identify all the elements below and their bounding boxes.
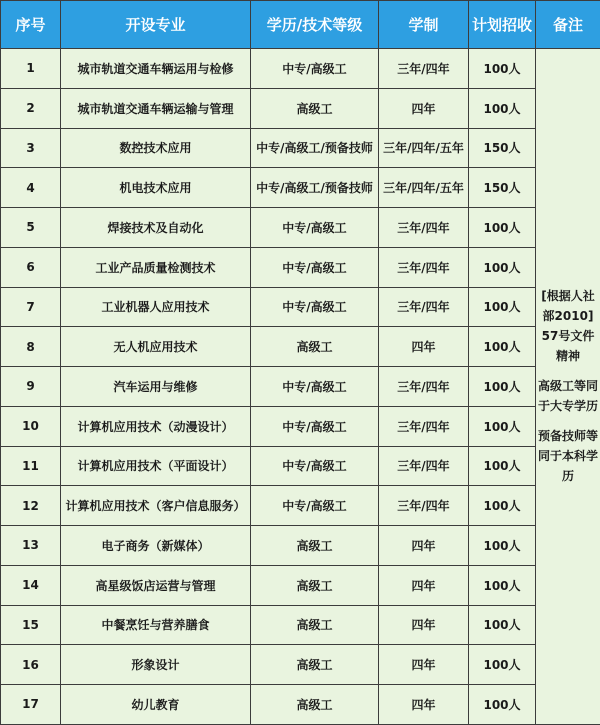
cell-level: 高级工: [251, 565, 379, 605]
cell-level: 中专/高级工: [251, 446, 379, 486]
cell-index: 10: [1, 406, 61, 446]
cell-quota: 100人: [469, 287, 536, 327]
cell-major: 机电技术应用: [61, 168, 251, 208]
cell-quota: 100人: [469, 208, 536, 248]
cell-duration: 四年: [379, 645, 469, 685]
cell-index: 9: [1, 367, 61, 407]
cell-major: 焊接技术及自动化: [61, 208, 251, 248]
table-row: [1, 685, 600, 725]
cell-duration: 四年: [379, 526, 469, 566]
cell-level: 中专/高级工/预备技师: [251, 168, 379, 208]
cell-quota: 100人: [469, 486, 536, 526]
cell-duration: 三年/四年: [379, 446, 469, 486]
cell-quota: 100人: [469, 88, 536, 128]
cell-index: 7: [1, 287, 61, 327]
cell-level: 中专/高级工: [251, 49, 379, 89]
table-row: [1, 327, 600, 367]
cell-quota: 100人: [469, 49, 536, 89]
note-p3: 预备技师等同于本科学历: [538, 426, 598, 486]
cell-duration: 三年/四年: [379, 367, 469, 407]
cell-major: 数控技术应用: [61, 128, 251, 168]
cell-index: 15: [1, 605, 61, 645]
cell-quota: 150人: [469, 128, 536, 168]
header-major: 开设专业: [61, 1, 251, 49]
cell-level: 中专/高级工: [251, 486, 379, 526]
note-p2: 高级工等同于大专学历: [538, 376, 598, 416]
cell-index: 11: [1, 446, 61, 486]
table-row: [1, 168, 600, 208]
cell-level: 中专/高级工: [251, 367, 379, 407]
table-row: [1, 128, 600, 168]
cell-duration: 四年: [379, 327, 469, 367]
cell-level: 中专/高级工: [251, 247, 379, 287]
table-row: [1, 406, 600, 446]
cell-duration: 三年/四年: [379, 49, 469, 89]
table-row: [1, 247, 600, 287]
cell-duration: 四年: [379, 565, 469, 605]
table-row: [1, 208, 600, 248]
cell-index: 2: [1, 88, 61, 128]
cell-index: 17: [1, 685, 61, 725]
cell-duration: 三年/四年: [379, 247, 469, 287]
cell-index: 4: [1, 168, 61, 208]
cell-duration: 四年: [379, 685, 469, 725]
cell-quota: 100人: [469, 446, 536, 486]
cell-index: 6: [1, 247, 61, 287]
cell-index: 8: [1, 327, 61, 367]
table-row: [1, 486, 600, 526]
cell-duration: 四年: [379, 605, 469, 645]
cell-major: 电子商务（新媒体）: [61, 526, 251, 566]
cell-major: 计算机应用技术（平面设计）: [61, 446, 251, 486]
header-quota: 计划招收: [469, 1, 536, 49]
cell-duration: 三年/四年: [379, 406, 469, 446]
cell-quota: 100人: [469, 327, 536, 367]
cell-quota: 100人: [469, 605, 536, 645]
cell-level: 高级工: [251, 526, 379, 566]
table-row: [1, 88, 600, 128]
cell-quota: 100人: [469, 645, 536, 685]
table-header: [1, 1, 600, 49]
cell-major: 城市轨道交通车辆运用与检修: [61, 49, 251, 89]
cell-major: 计算机应用技术（客户信息服务）: [61, 486, 251, 526]
cell-level: 高级工: [251, 88, 379, 128]
cell-quota: 150人: [469, 168, 536, 208]
header-duration: 学制: [379, 1, 469, 49]
cell-level: 高级工: [251, 685, 379, 725]
cell-major: 无人机应用技术: [61, 327, 251, 367]
cell-quota: 100人: [469, 526, 536, 566]
cell-major: 工业产品质量检测技术: [61, 247, 251, 287]
cell-index: 5: [1, 208, 61, 248]
table-row: [1, 526, 600, 566]
cell-index: 14: [1, 565, 61, 605]
header-note: 备注: [536, 1, 600, 49]
cell-duration: 四年: [379, 88, 469, 128]
cell-quota: 100人: [469, 406, 536, 446]
cell-duration: 三年/四年: [379, 486, 469, 526]
table-row: [1, 446, 600, 486]
cell-quota: 100人: [469, 685, 536, 725]
cell-quota: 100人: [469, 367, 536, 407]
table-row: [1, 287, 600, 327]
cell-major: 计算机应用技术（动漫设计）: [61, 406, 251, 446]
table-row: [1, 645, 600, 685]
cell-quota: 100人: [469, 565, 536, 605]
cell-duration: 三年/四年/五年: [379, 168, 469, 208]
cell-level: 高级工: [251, 645, 379, 685]
cell-major: 城市轨道交通车辆运输与管理: [61, 88, 251, 128]
cell-index: 12: [1, 486, 61, 526]
note-cell: [536, 49, 600, 725]
cell-index: 1: [1, 49, 61, 89]
note-p1: [根据人社部2010] 57号文件精神: [538, 286, 598, 366]
cell-duration: 三年/四年: [379, 287, 469, 327]
cell-major: 中餐烹饪与营养膳食: [61, 605, 251, 645]
cell-major: 幼儿教育: [61, 685, 251, 725]
header-index: 序号: [1, 1, 61, 49]
cell-major: 形象设计: [61, 645, 251, 685]
cell-level: 中专/高级工/预备技师: [251, 128, 379, 168]
cell-index: 16: [1, 645, 61, 685]
cell-level: 中专/高级工: [251, 208, 379, 248]
header-row: [1, 1, 600, 49]
cell-quota: 100人: [469, 247, 536, 287]
cell-duration: 三年/四年/五年: [379, 128, 469, 168]
cell-level: 高级工: [251, 605, 379, 645]
table-row: [1, 367, 600, 407]
table-body: [1, 49, 600, 725]
cell-index: 3: [1, 128, 61, 168]
table-row: [1, 565, 600, 605]
table-row: [1, 49, 600, 89]
cell-duration: 三年/四年: [379, 208, 469, 248]
cell-level: 高级工: [251, 327, 379, 367]
cell-level: 中专/高级工: [251, 287, 379, 327]
cell-level: 中专/高级工: [251, 406, 379, 446]
cell-major: 汽车运用与维修: [61, 367, 251, 407]
cell-major: 工业机器人应用技术: [61, 287, 251, 327]
header-level: 学历/技术等级: [251, 1, 379, 49]
cell-index: 13: [1, 526, 61, 566]
cell-major: 高星级饭店运营与管理: [61, 565, 251, 605]
table-row: [1, 605, 600, 645]
